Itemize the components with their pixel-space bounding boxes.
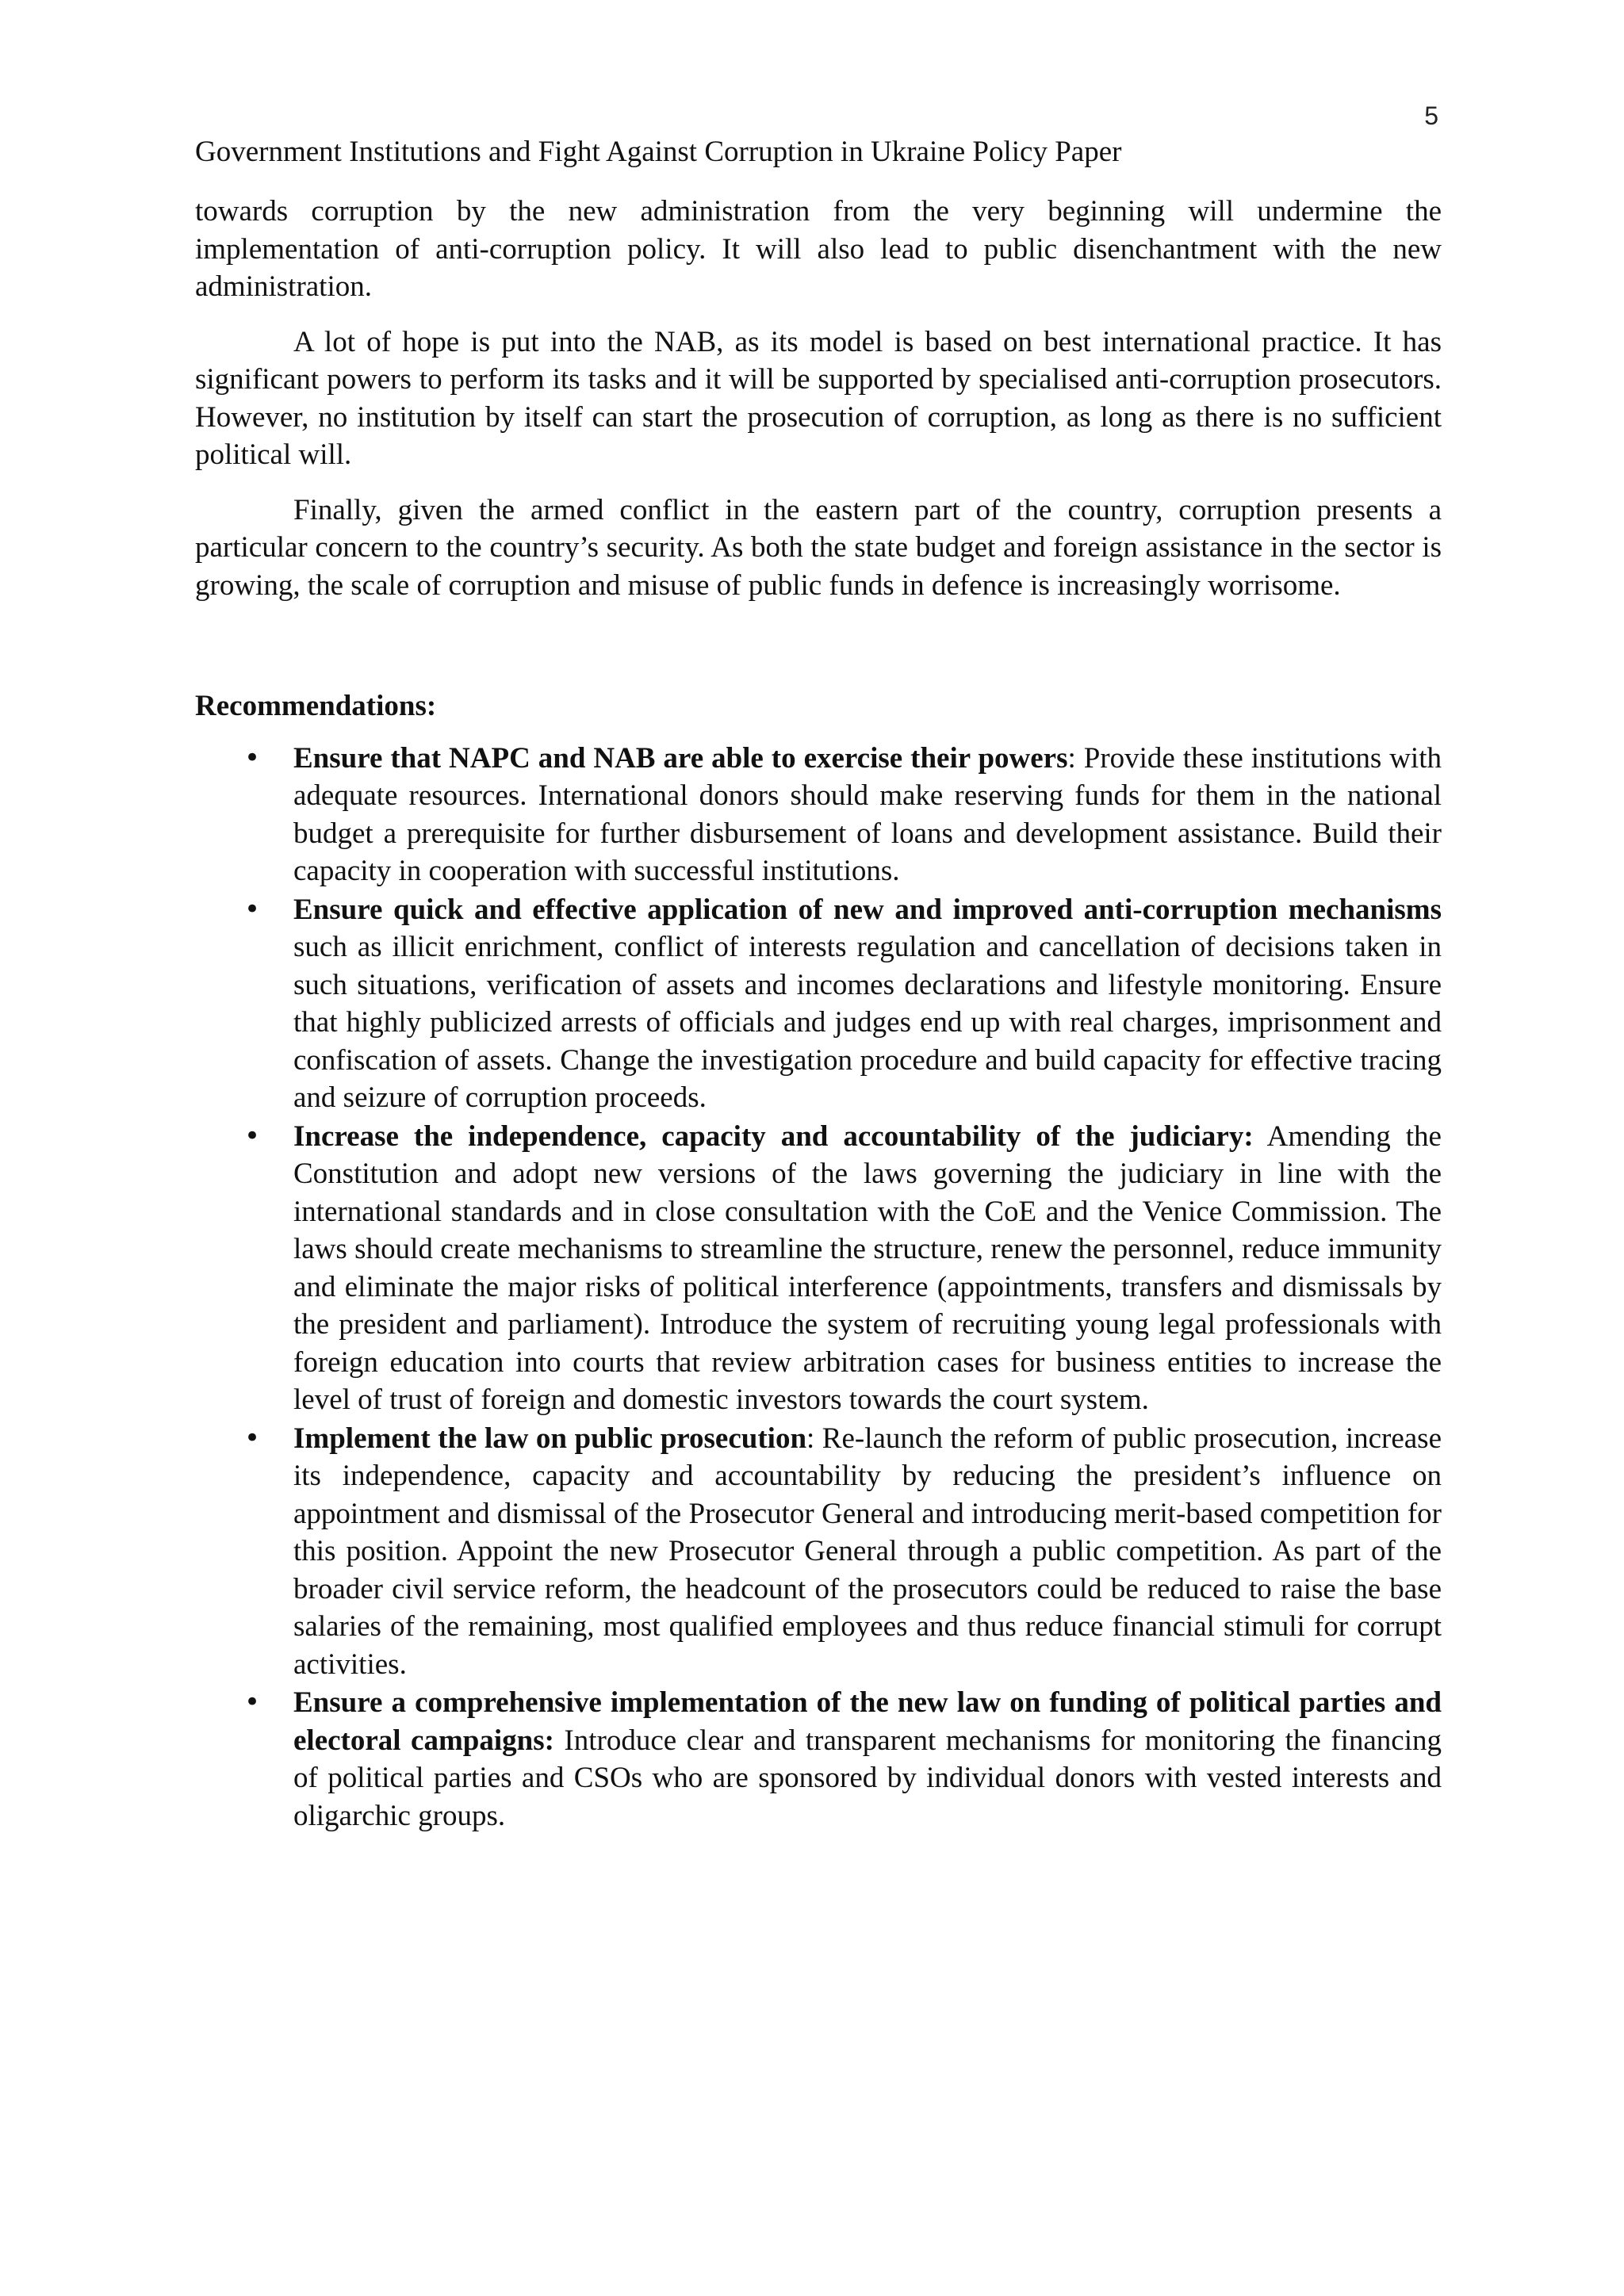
recommendation-title: Ensure that NAPC and NAB are able to exercise their powers: [293, 741, 1068, 775]
recommendations-list: [195, 740, 1442, 1835]
running-header: Government Institutions and Fight Against Corruption in Ukraine Policy Paper: [195, 136, 1122, 168]
page-number: 5: [1424, 101, 1438, 130]
recommendation-title: Increase the independence, capacity and accountability of the judiciary:: [293, 1119, 1254, 1153]
recommendation-text: : Provide these institutions with adequate resources. International donors should make reserving funds for them in the national budget a prerequisite for further disbursement of loans and development assistance. Build their capacity in cooperation with successful institutions.: [293, 741, 1442, 887]
body-paragraph: Finally, given the armed conflict in the eastern part of the country, corruption presents a particular concern to the country’s security. As both the state budget and foreign assistance in the sector is growing, the scale of corruption and misuse of public funds in defence is increasingly worrisome.: [195, 493, 1442, 602]
recommendation-text: such as illicit enrichment, conflict of interests regulation and cancellation of decisions taken in such situations, verification of assets and incomes declarations and lifestyle monitoring. Ensure that highly publicized arrests of officials and judges end up with real charges, imprisonment and confiscation of assets. Change the investigation procedure and build capacity for effective tracing and seizure of corruption proceeds.: [293, 931, 1442, 1114]
recommendation-text: : Re-launch the reform of public prosecution, increase its independence, capacity and accountability by reducing the president’s influence on appointment and dismissal of the Prosecutor General and introducing merit-based competition for this position. Appoint the new Prosecutor General through a public competition. As part of the broader civil service reform, the headcount of the prosecutors could be reduced to raise the base salaries of the remaining, most qualified employees and thus reduce financial stimuli for corrupt activities.: [293, 1422, 1442, 1681]
body-paragraph: towards corruption by the new administration from the very beginning will undermine the implementation of anti-corruption policy. It will also lead to public disenchantment with the new administration.: [195, 195, 1442, 303]
recommendation-text: Introduce clear and transparent mechanisms for monitoring the financing of political parties and CSOs who are sponsored by individual donors with vested interests and oligarchic groups.: [293, 1724, 1442, 1832]
recommendation-text: Amending the Constitution and adopt new versions of the laws governing the judiciary in line with the international standards and in close consultation with the CoE and the Venice Commission. The laws should create mechanisms to streamline the structure, renew the personnel, reduce immunity and eliminate the major risks of political interference (appointments, transfers and dismissals by the president and parliament). Introduce the system of recruiting young legal professionals with foreign education into courts that review arbitration cases for business entities to increase the level of trust of foreign and domestic investors towards the court system.: [293, 1119, 1442, 1416]
recommendation-item: [293, 1684, 1442, 1835]
recommendation-item: [293, 891, 1442, 1117]
recommendation-title: Ensure quick and effective application of new and improved anti-corruption mechanisms: [293, 893, 1442, 926]
body-paragraph: A lot of hope is put into the NAB, as its model is based on best international practice. It has significant powers to perform its tasks and it will be supported by specialised anti-corruption prosecutors. However, no institution by itself can start the prosecution of corruption, as long as there is no sufficient political will.: [195, 325, 1442, 471]
recommendation-title: Implement the law on public prosecution: [293, 1422, 807, 1455]
recommendation-item: [293, 740, 1442, 890]
page-content: [195, 193, 1442, 1835]
recommendation-item: [293, 1420, 1442, 1684]
recommendation-item: [293, 1118, 1442, 1419]
recommendations-heading: Recommendations:: [195, 690, 437, 722]
recommendation-title: Ensure a comprehensive implementation of the new law on funding of political parties and electoral campaigns:: [293, 1686, 1442, 1757]
